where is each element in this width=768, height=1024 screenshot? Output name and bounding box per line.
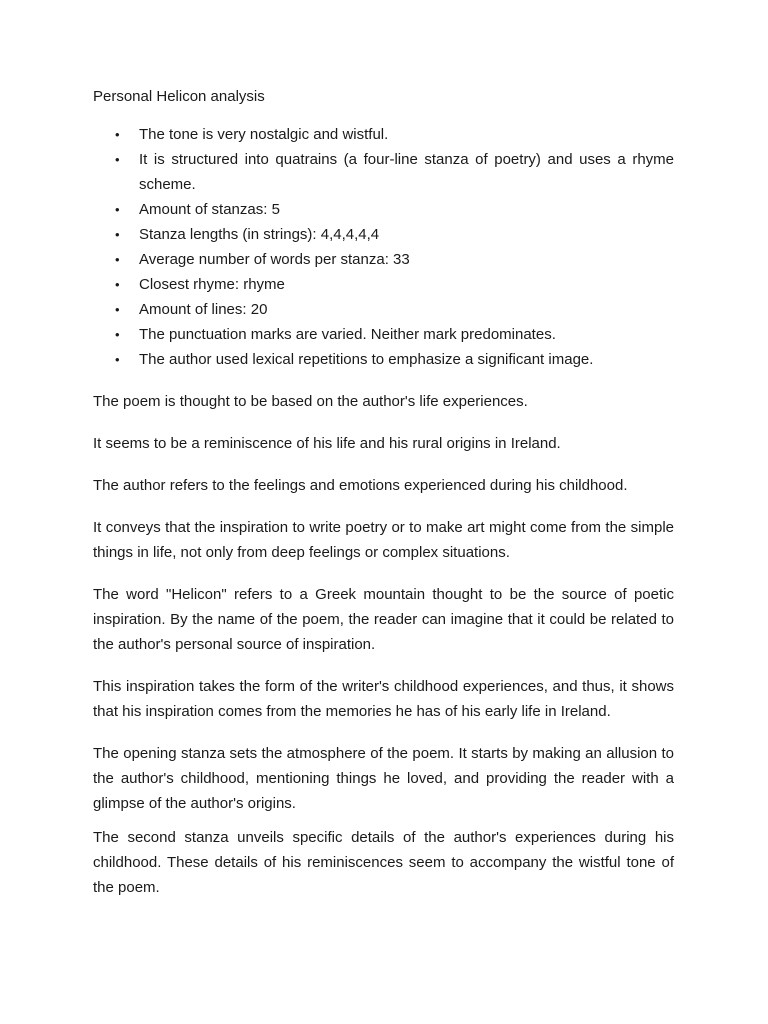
bullet-item <box>93 297 674 322</box>
bullet-text: The punctuation marks are varied. Neither mark predominates. <box>139 326 556 343</box>
body-paragraph: The second stanza unveils specific details of the author's experiences during his childhood. These details of his reminiscences seem to accompany the wistful tone of the poem. <box>93 829 674 896</box>
bullet-text: It is structured into quatrains (a four-line stanza of poetry) and uses a rhyme scheme. <box>139 151 674 193</box>
analysis-bullet-list <box>93 122 674 372</box>
bullet-item <box>93 222 674 247</box>
document-title: Personal Helicon analysis <box>93 88 265 105</box>
body-paragraph: This inspiration takes the form of the writer's childhood experiences, and thus, it shows that his inspiration comes from the memories he has of his early life in Ireland. <box>93 678 674 720</box>
bullet-icon: • <box>115 252 120 267</box>
bullet-text: Amount of stanzas: 5 <box>139 201 280 218</box>
bullet-icon: • <box>115 202 120 217</box>
bullet-item <box>93 272 674 297</box>
body-paragraph: The word "Helicon" refers to a Greek mountain thought to be the source of poetic inspiration. By the name of the poem, the reader can imagine that it could be related to the author's personal source of inspiration. <box>93 586 674 653</box>
bullet-item <box>93 147 674 197</box>
body-paragraph: The author refers to the feelings and emotions experienced during his childhood. <box>93 477 628 494</box>
bullet-icon: • <box>115 227 120 242</box>
bullet-item <box>93 322 674 347</box>
body-paragraph: It conveys that the inspiration to write poetry or to make art might come from the simple things in life, not only from deep feelings or complex situations. <box>93 519 674 561</box>
bullet-text: The author used lexical repetitions to emphasize a significant image. <box>139 351 594 368</box>
bullet-item <box>93 122 674 147</box>
bullet-text: Average number of words per stanza: 33 <box>139 251 410 268</box>
bullet-icon: • <box>115 127 120 142</box>
bullet-item <box>93 347 674 372</box>
bullet-item <box>93 197 674 222</box>
bullet-icon: • <box>115 302 120 317</box>
bullet-text: Closest rhyme: rhyme <box>139 276 285 293</box>
bullet-icon: • <box>115 352 120 367</box>
bullet-item <box>93 247 674 272</box>
body-paragraph: The opening stanza sets the atmosphere of the poem. It starts by making an allusion to the author's childhood, mentioning things he loved, and providing the reader with a glimpse of the author's origins. <box>93 745 674 812</box>
bullet-icon: • <box>115 152 120 167</box>
bullet-text: Stanza lengths (in strings): 4,4,4,4,4 <box>139 226 380 243</box>
bullet-icon: • <box>115 277 120 292</box>
body-paragraph: It seems to be a reminiscence of his life and his rural origins in Ireland. <box>93 435 561 452</box>
bullet-text: Amount of lines: 20 <box>139 301 268 318</box>
bullet-text: The tone is very nostalgic and wistful. <box>139 126 389 143</box>
body-paragraph: The poem is thought to be based on the author's life experiences. <box>93 393 528 410</box>
bullet-icon: • <box>115 327 120 342</box>
document-page <box>93 86 674 917</box>
